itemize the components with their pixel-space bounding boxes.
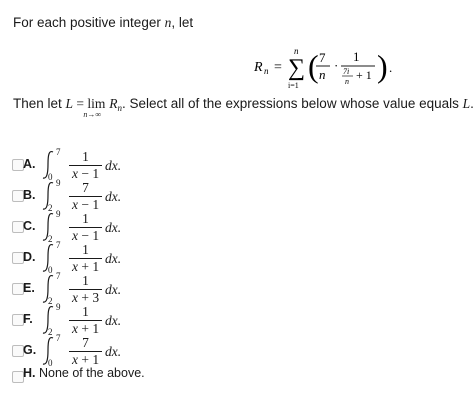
option-a-integrand — [67, 150, 104, 182]
option-c-lower-limit: 2 — [48, 234, 53, 244]
rn-formula — [250, 46, 410, 90]
option-f-den-num: 1 — [92, 321, 100, 336]
intro-variable: n — [164, 15, 172, 30]
then-text-b: . Select all of the expressions below whose value equals — [121, 96, 463, 111]
sum-lower: i=1 — [288, 81, 299, 90]
option-b[interactable] — [12, 178, 312, 213]
option-a-den-var: x — [71, 166, 78, 181]
limit-operator — [83, 96, 106, 119]
plus-one: + 1 — [356, 68, 372, 82]
frac2-num: 1 — [353, 49, 360, 64]
option-b-letter: B. — [23, 188, 36, 202]
option-h-letter: H. — [23, 366, 36, 380]
then-L: L — [65, 96, 74, 111]
option-d-dx: dx. — [105, 251, 122, 266]
option-g-letter: G. — [23, 343, 37, 357]
option-a-upper-limit: 7 — [56, 147, 61, 157]
sigma-icon: ∑ — [288, 55, 306, 81]
inner-den: n — [345, 77, 349, 86]
option-g-lower-limit: 0 — [48, 358, 53, 368]
option-h-text: None of the above. — [38, 366, 145, 380]
option-c-letter: C. — [23, 219, 36, 233]
then-text-a: Then let — [13, 96, 66, 111]
option-b-lower-limit: 2 — [48, 203, 53, 213]
option-d-numerator: 1 — [82, 242, 89, 257]
option-g-den-num: 1 — [92, 352, 100, 367]
option-c-integrand — [67, 212, 104, 244]
option-h-label — [23, 366, 145, 380]
option-b-integrand — [67, 181, 104, 213]
option-g-den-op: + — [77, 352, 93, 367]
option-e-lower-limit: 2 — [48, 296, 53, 306]
option-f-den-op: + — [77, 321, 93, 336]
option-f-integrand — [67, 305, 104, 337]
option-c-den-var: x — [71, 228, 78, 243]
option-e-den-op: + — [77, 290, 93, 305]
option-f-lower-limit: 2 — [48, 327, 53, 337]
rn-equals: = — [274, 60, 282, 75]
option-f-upper-limit: 9 — [56, 302, 61, 312]
instruction-line — [13, 96, 474, 119]
then-eq: = — [73, 96, 88, 111]
option-b-den-num: 1 — [92, 197, 100, 212]
right-paren: ) — [377, 48, 388, 84]
then-period: . — [470, 96, 474, 111]
then-lim: lim — [87, 96, 106, 111]
sum-upper: n — [294, 46, 299, 56]
option-h[interactable] — [12, 362, 312, 392]
option-b-den-var: x — [71, 197, 78, 212]
option-c-den-num: 1 — [92, 228, 100, 243]
option-c-dx: dx. — [105, 220, 122, 235]
option-d-den-var: x — [71, 259, 78, 274]
option-a-den-num: 1 — [92, 166, 100, 181]
times-dot: · — [334, 58, 339, 73]
option-g-upper-limit: 7 — [56, 333, 61, 343]
option-d-integrand — [67, 243, 104, 275]
then-R: R — [109, 96, 118, 111]
option-f-numerator: 1 — [82, 304, 89, 319]
option-f[interactable] — [12, 302, 312, 337]
then-L2: L — [462, 96, 471, 111]
option-c-numerator: 1 — [82, 211, 89, 226]
option-e-den-var: x — [71, 290, 78, 305]
option-a-numerator: 1 — [82, 149, 89, 164]
frac1-den: n — [319, 67, 326, 82]
option-d-letter: D. — [23, 250, 36, 264]
option-b-den-op: − — [77, 197, 93, 212]
intro-line — [13, 15, 193, 31]
option-c-upper-limit: 9 — [56, 209, 61, 219]
option-d-den-num: 1 — [92, 259, 100, 274]
then-lim-sub: n→∞ — [83, 110, 102, 119]
rn-lhs: R — [254, 60, 263, 75]
intro-text: For each positive integer — [13, 15, 165, 30]
option-d-lower-limit: 0 — [48, 265, 53, 275]
option-c-den-op: − — [77, 228, 93, 243]
option-f-den-var: x — [71, 321, 78, 336]
option-f-letter: F. — [23, 312, 33, 326]
option-f-dx: dx. — [105, 313, 122, 328]
option-g-den-var: x — [71, 352, 78, 367]
rn-lhs-sub: n — [264, 66, 269, 76]
option-d-upper-limit: 7 — [56, 240, 61, 250]
formula-period: . — [389, 60, 393, 75]
option-a-dx: dx. — [105, 158, 122, 173]
option-d-den-op: + — [77, 259, 93, 274]
option-d[interactable] — [12, 240, 312, 275]
inner-num: 7i — [343, 67, 350, 76]
option-e-numerator: 1 — [82, 273, 89, 288]
frac1-num: 7 — [319, 50, 326, 65]
option-e-den-num: 3 — [92, 290, 100, 305]
option-a[interactable] — [12, 147, 312, 182]
option-b-upper-limit: 9 — [56, 178, 61, 188]
option-g-numerator: 7 — [82, 335, 89, 350]
option-e-letter: E. — [23, 281, 35, 295]
option-b-dx: dx. — [105, 189, 122, 204]
rn-formula-svg — [250, 46, 410, 90]
option-g-dx: dx. — [105, 344, 122, 359]
option-e-upper-limit: 7 — [56, 271, 61, 281]
option-e[interactable] — [12, 271, 312, 306]
option-e-dx: dx. — [105, 282, 122, 297]
intro-tail: , let — [171, 15, 194, 30]
option-e-integrand — [67, 274, 104, 306]
then-R-sub: n — [117, 103, 122, 113]
left-paren: ( — [308, 48, 319, 84]
option-a-lower-limit: 0 — [48, 172, 53, 182]
option-b-numerator: 7 — [82, 180, 89, 195]
option-a-den-op: − — [77, 166, 93, 181]
option-a-letter: A. — [23, 157, 36, 171]
option-c[interactable] — [12, 209, 312, 244]
